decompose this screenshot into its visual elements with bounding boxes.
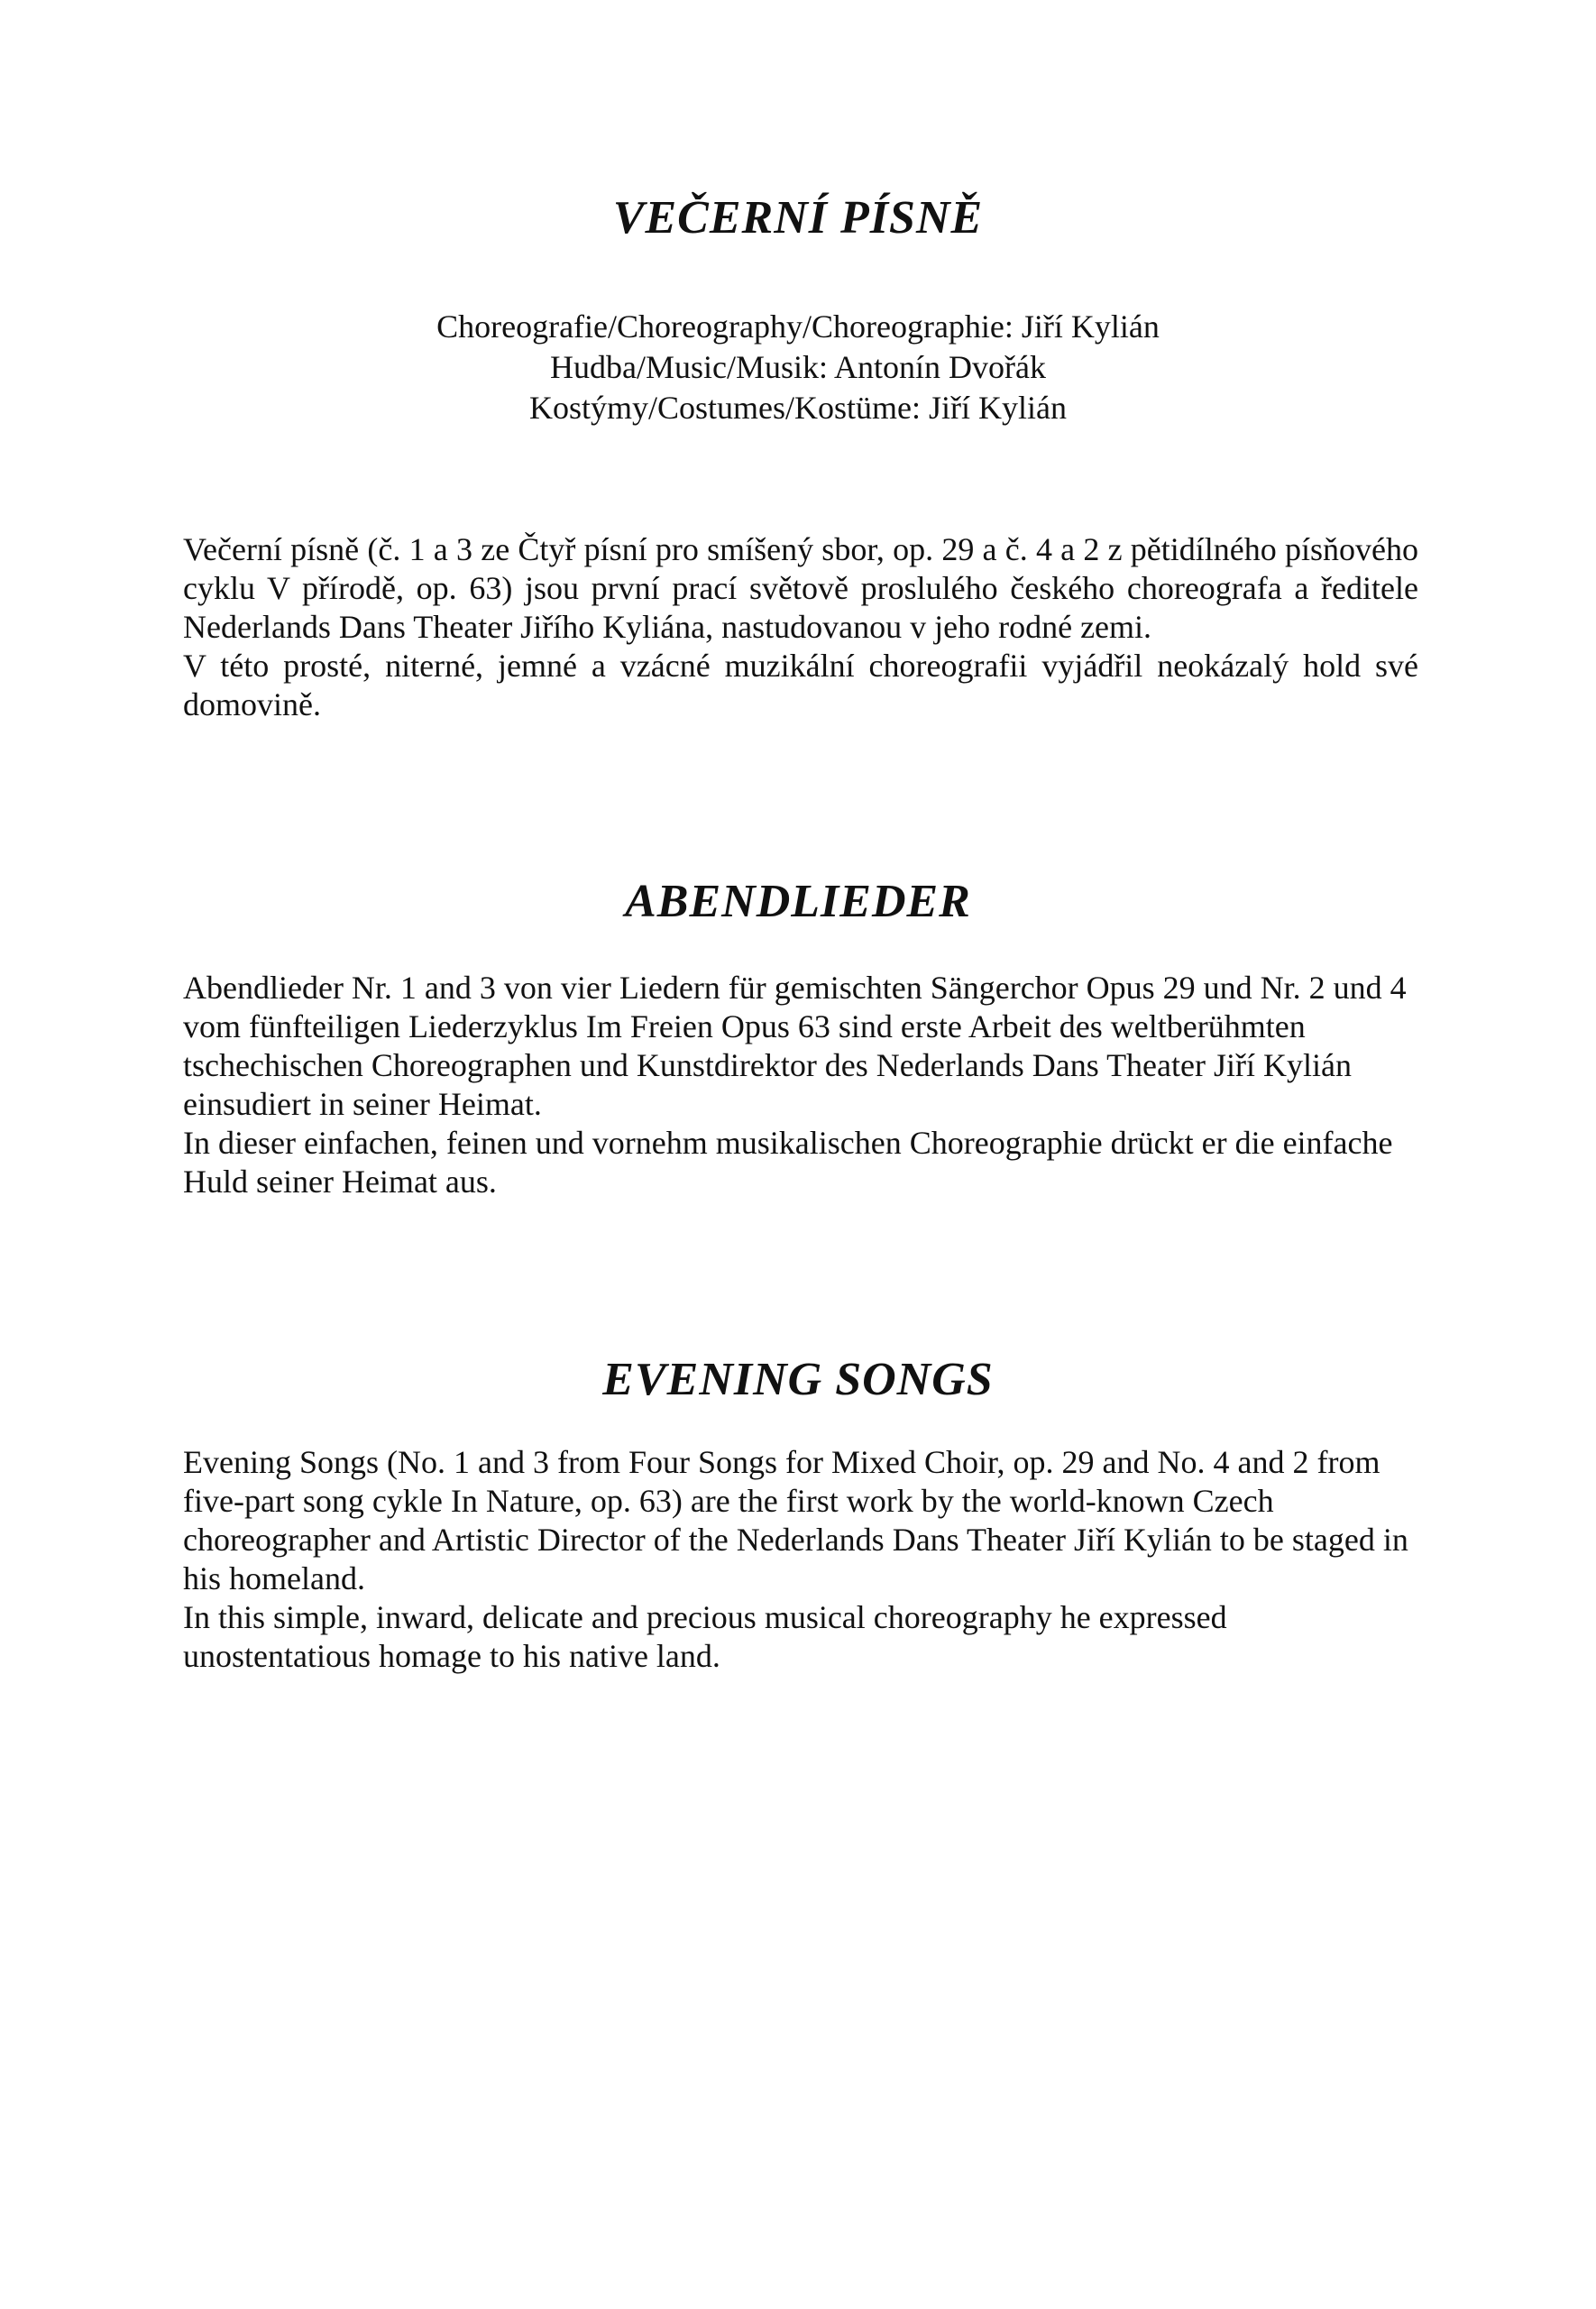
music-credit: Hudba/Music/Musik: Antonín Dvořák: [550, 349, 1046, 385]
costumes-credit: Kostýmy/Costumes/Kostüme: Jiří Kylián: [528, 390, 1067, 426]
czech-title: VEČERNÍ PÍSNĚ: [612, 192, 984, 244]
german-paragraph: In dieser einfachen, feinen und vornehm musikalischen Choreographie drückt er die einfache Huld seiner Heimat aus.: [183, 1125, 1393, 1200]
german-text: [183, 969, 1418, 1201]
czech-paragraph: V této prosté, niterné, jemné a vzácné muzikální choreografii vyjádřil neokázalý hold své domovině.: [183, 648, 1418, 722]
english-text: [183, 1443, 1418, 1676]
choreography-credit: Choreografie/Choreography/Choreographie: Jiří Kylián: [436, 308, 1160, 345]
czech-text: [183, 530, 1418, 724]
credits-block: [0, 307, 1596, 428]
english-title: EVENING SONGS: [602, 1354, 994, 1405]
german-paragraph: Abendlieder Nr. 1 and 3 von vier Liedern für gemischten Sängerchor Opus 29 und Nr. 2 und 4 vom fünfteiligen Liederzyklus Im Freien Opus 63 sind erste Arbeit des weltberühmten tschechischen Choreographen und Kunstdirektor des Nederlands Dans Theater Jiří Kylián einsudiert in seiner Heimat.: [183, 970, 1407, 1122]
german-title: ABENDLIEDER: [625, 876, 971, 927]
czech-paragraph: Večerní písně (č. 1 a 3 ze Čtyř písní pro smíšený sbor, op. 29 a č. 4 a 2 z pětidílného písňového cyklu V přírodě, op. 63) jsou první prací světově proslulého českého choreografa a ředitele Nederlands Dans Theater Jiřího Kyliána, nastudovanou v jeho rodné zemi.: [183, 531, 1418, 645]
english-paragraph: Evening Songs (No. 1 and 3 from Four Songs for Mixed Choir, op. 29 and No. 4 and 2 from five-part song cykle In Nature, op. 63) are the first work by the world-known Czech choreographer and Artistic Director of the Nederlands Dans Theater Jiří Kylián to be staged in his homeland.: [183, 1444, 1408, 1596]
english-paragraph: In this simple, inward, delicate and precious musical choreography he expressed unostentatious homage to his native land.: [183, 1599, 1227, 1674]
